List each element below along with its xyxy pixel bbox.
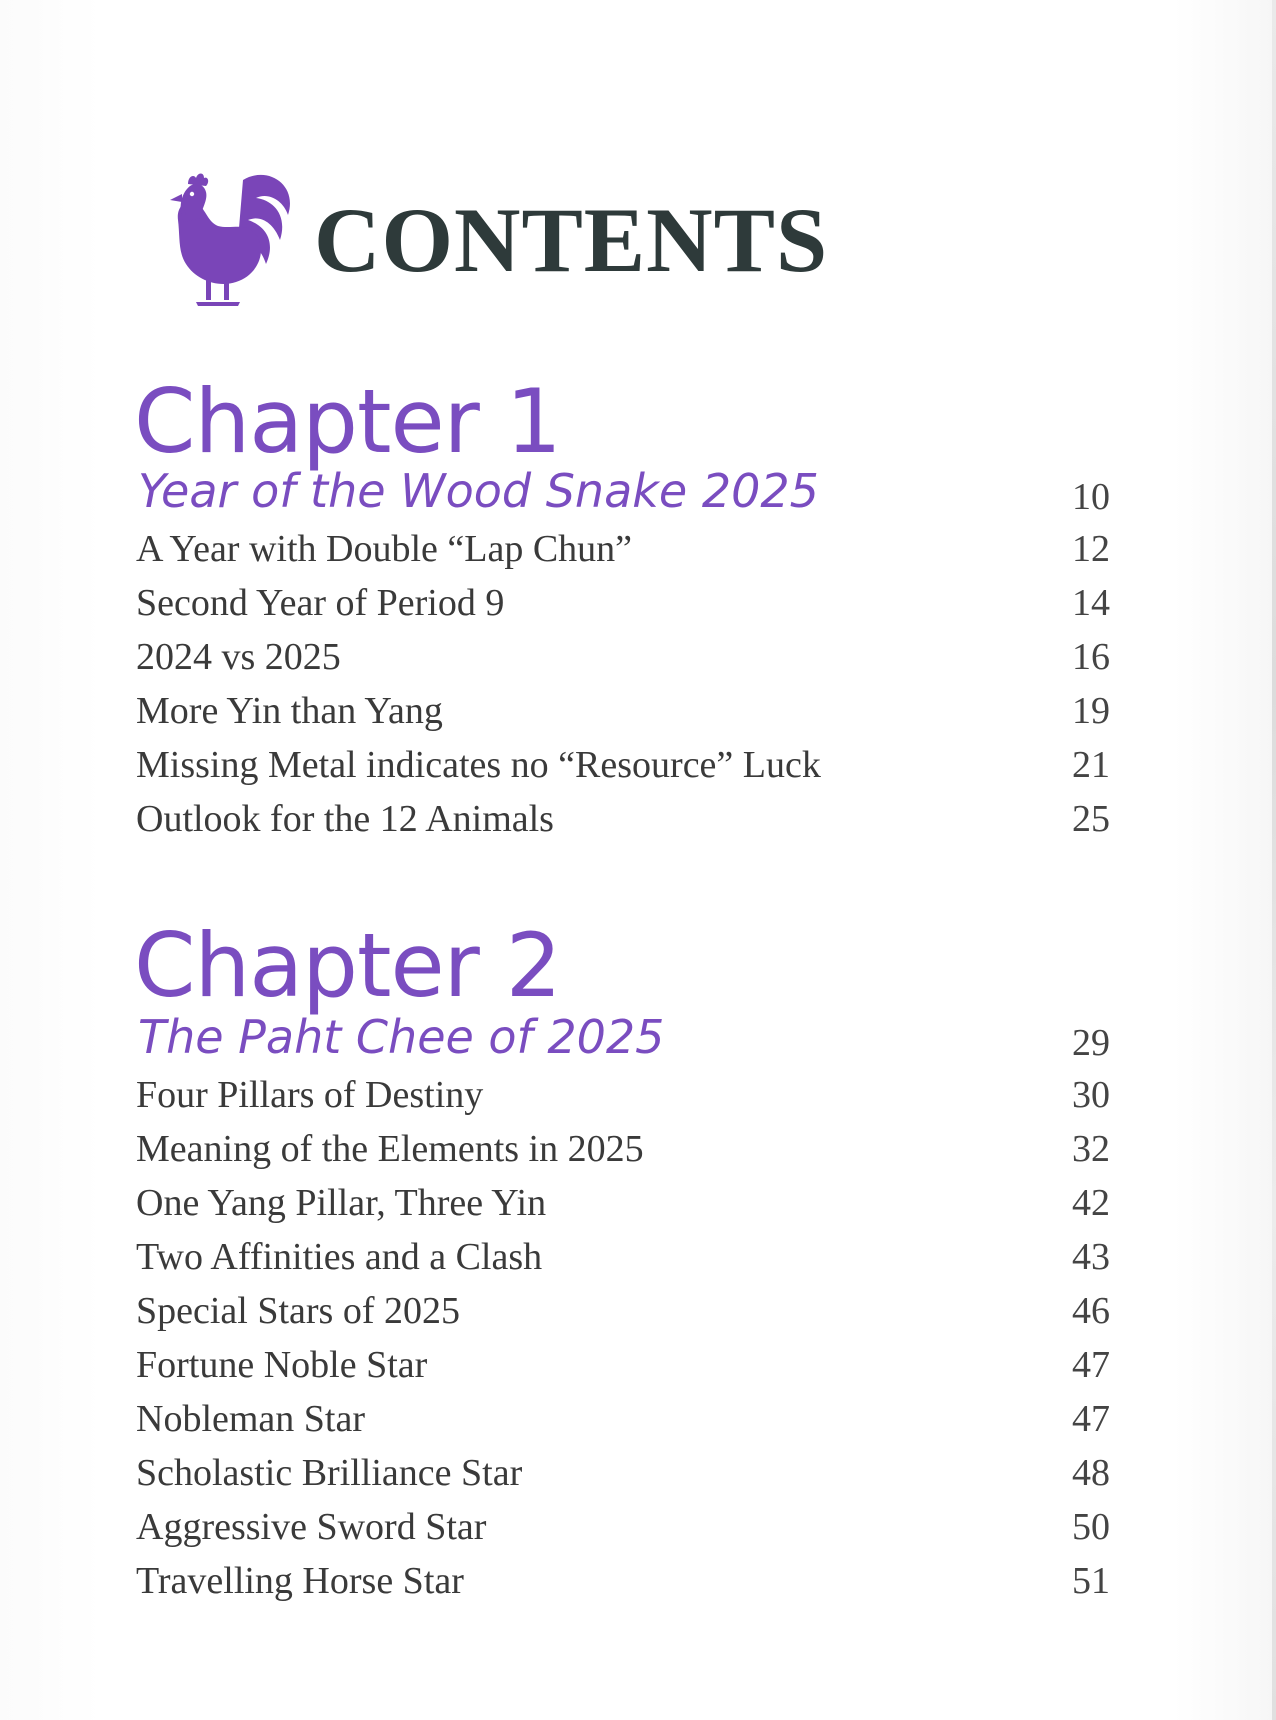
toc-entry-page: 30 (1072, 1074, 1110, 1116)
toc-entry[interactable] (136, 1454, 1116, 1498)
toc-entry[interactable] (136, 1130, 1116, 1174)
toc-entry[interactable] (136, 1076, 1116, 1120)
toc-entry[interactable] (136, 746, 1116, 790)
toc-entry[interactable] (136, 1562, 1116, 1606)
toc-entry[interactable] (136, 1238, 1116, 1282)
chapter-1-subtitle[interactable]: Year of the Wood Snake 2025 (138, 464, 819, 518)
toc-entry-title: 2024 vs 2025 (136, 636, 341, 678)
toc-entry[interactable] (136, 1184, 1116, 1228)
toc-entry[interactable] (136, 638, 1116, 682)
toc-entry-title: Two Affinities and a Clash (136, 1236, 543, 1278)
contents-title: CONTENTS (314, 189, 829, 291)
toc-entry-page: 14 (1072, 582, 1110, 624)
toc-entry[interactable] (136, 1346, 1116, 1390)
toc-entry-title: Nobleman Star (136, 1398, 366, 1440)
toc-entry[interactable] (136, 584, 1116, 628)
toc-entry[interactable] (136, 1292, 1116, 1336)
toc-entry-title: A Year with Double “Lap Chun” (136, 528, 633, 570)
chapter-1-subtitle-page: 10 (1072, 476, 1110, 518)
toc-entry-page: 16 (1072, 636, 1110, 678)
toc-entry-page: 51 (1072, 1560, 1110, 1602)
toc-entry-page: 46 (1072, 1290, 1110, 1332)
toc-entry-title: Special Stars of 2025 (136, 1290, 461, 1332)
toc-entry-page: 12 (1072, 528, 1110, 570)
chapter-2-subtitle-page: 29 (1072, 1022, 1110, 1064)
toc-entry-title: Scholastic Brilliance Star (136, 1452, 523, 1494)
toc-entry[interactable] (136, 692, 1116, 736)
toc-entry-page: 47 (1072, 1344, 1110, 1386)
toc-entry-title: Aggressive Sword Star (136, 1506, 487, 1548)
toc-entry-page: 43 (1072, 1236, 1110, 1278)
chapter-2-heading: Chapter 2 (134, 914, 561, 1017)
chapter-2-subtitle[interactable]: The Paht Chee of 2025 (138, 1010, 665, 1064)
toc-entry-page: 42 (1072, 1182, 1110, 1224)
toc-entry[interactable] (136, 1508, 1116, 1552)
chapter-1-heading: Chapter 1 (134, 370, 561, 473)
toc-entry-title: Fortune Noble Star (136, 1344, 428, 1386)
toc-entry-title: One Yang Pillar, Three Yin (136, 1182, 547, 1224)
toc-entry-title: Travelling Horse Star (136, 1560, 464, 1602)
toc-entry-title: Missing Metal indicates no “Resource” Luck (136, 744, 821, 786)
toc-entry-page: 32 (1072, 1128, 1110, 1170)
page-edge-shadow (1272, 0, 1276, 1720)
toc-entry[interactable] (136, 800, 1116, 844)
toc-entry-title: Second Year of Period 9 (136, 582, 505, 624)
toc-entry-page: 48 (1072, 1452, 1110, 1494)
contents-header (148, 160, 1048, 310)
toc-entry[interactable] (136, 530, 1116, 574)
rooster-icon (148, 160, 298, 310)
toc-entry-page: 21 (1072, 744, 1110, 786)
toc-entry-title: Outlook for the 12 Animals (136, 798, 554, 840)
toc-entry-page: 19 (1072, 690, 1110, 732)
toc-entry[interactable] (136, 1400, 1116, 1444)
toc-entry-title: Four Pillars of Destiny (136, 1074, 484, 1116)
toc-entry-title: More Yin than Yang (136, 690, 443, 732)
toc-entry-title: Meaning of the Elements in 2025 (136, 1128, 644, 1170)
toc-entry-page: 50 (1072, 1506, 1110, 1548)
toc-entry-page: 47 (1072, 1398, 1110, 1440)
toc-entry-page: 25 (1072, 798, 1110, 840)
